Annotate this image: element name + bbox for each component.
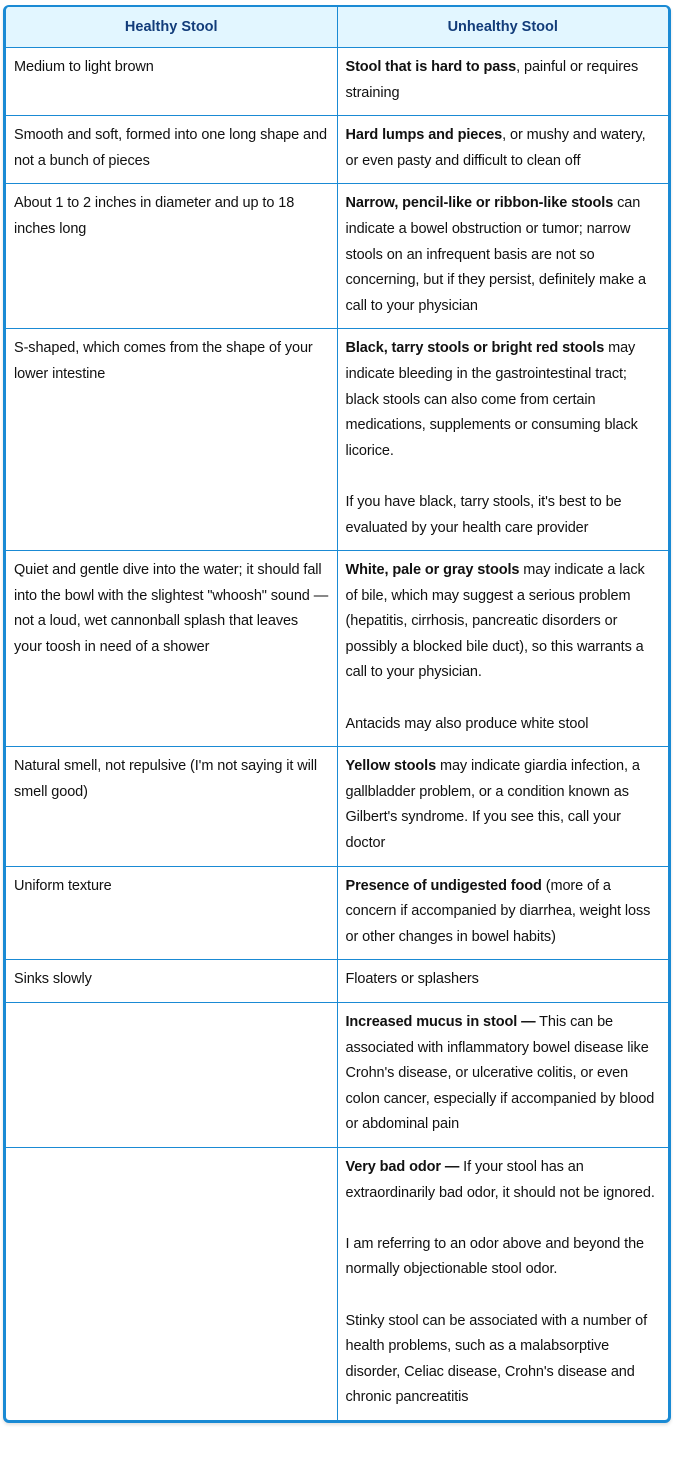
healthy-cell [6,329,337,551]
healthy-cell [6,551,337,747]
table-body [6,48,668,1420]
healthy-cell [6,960,337,1003]
unhealthy-text: I am referring to an odor above and beyond the normally objectionable stool odor. [345,1235,644,1278]
unhealthy-bold-lead: Narrow, pencil-like or ribbon-like stools [345,195,614,212]
healthy-cell [6,747,337,866]
unhealthy-paragraph [346,191,661,319]
unhealthy-paragraph [346,490,661,541]
unhealthy-cell [337,960,668,1003]
unhealthy-text: This can be associated with inflammatory bowel disease like Crohn's disease, or ulcerative colitis, or even colon cancer, especially if accompanied by blood or abdominal pain [345,1014,655,1133]
unhealthy-bold-lead: Presence of undigested food [345,877,542,894]
unhealthy-paragraph [346,712,661,738]
unhealthy-cell [337,116,668,184]
unhealthy-text: may indicate giardia infection, a gallbladder problem, or a condition known as Gilbert's syndrome. If you see this, call your doctor [345,758,640,852]
unhealthy-text: Antacids may also produce white stool [345,715,589,732]
unhealthy-cell [337,747,668,866]
unhealthy-paragraph [346,1010,661,1138]
unhealthy-paragraph [346,754,661,856]
healthy-text: Uniform texture [14,877,112,894]
unhealthy-paragraph [346,967,661,993]
unhealthy-text: Stinky stool can be associated with a number of health problems, such as a malabsorptive disorder, Celiac disease, Crohn's disease and chronic pancreatitis [345,1312,648,1406]
unhealthy-bold-lead: Hard lumps and pieces [345,127,503,144]
healthy-cell-empty [6,1003,337,1148]
unhealthy-text: , painful or requires straining [345,59,639,101]
table-row [6,866,668,960]
unhealthy-text: , or mushy and watery, or even pasty and difficult to clean off [345,127,646,169]
unhealthy-cell [337,329,668,551]
unhealthy-cell [337,866,668,960]
healthy-cell [6,866,337,960]
table-header-row [6,7,668,48]
unhealthy-paragraph [346,1155,661,1206]
unhealthy-bold-lead: Yellow stools [345,758,437,775]
healthy-cell-empty [6,1147,337,1419]
unhealthy-paragraph [346,1309,661,1411]
unhealthy-paragraph [346,55,661,106]
stool-comparison-table [6,7,668,1420]
unhealthy-text: If your stool has an extraordinarily bad odor, it should not be ignored. [345,1158,655,1201]
healthy-cell [6,48,337,116]
unhealthy-paragraph [346,558,661,686]
healthy-text: Smooth and soft, formed into one long shape and not a bunch of pieces [14,127,327,169]
table-row [6,960,668,1003]
healthy-text: Natural smell, not repulsive (I'm not saying it will smell good) [14,758,317,800]
unhealthy-text: Floaters or splashers [345,971,479,988]
unhealthy-text: can indicate a bowel obstruction or tumor; narrow stools on an infrequent basis are not so concerning, but if they persist, definitely make a call to your physician [345,195,646,314]
healthy-text: S-shaped, which comes from the shape of your lower intestine [14,340,313,382]
table-row [6,329,668,551]
unhealthy-text: If you have black, tarry stools, it's best to be evaluated by your health care provider [345,493,622,536]
healthy-text: Quiet and gentle dive into the water; it should fall into the bowl with the slightest "whoosh" sound — not a loud, wet cannonball splash that leaves your toosh in need of a shower [14,562,329,655]
table-row [6,747,668,866]
unhealthy-paragraph [346,336,661,464]
healthy-text: About 1 to 2 inches in diameter and up to 18 inches long [14,195,295,237]
unhealthy-bold-lead: Very bad odor — [345,1158,460,1175]
table-row [6,184,668,329]
unhealthy-text: may indicate a lack of bile, which may suggest a serious problem (hepatitis, cirrhosis, pancreatic disorders or possibly a blocked bile duct), so this warrants a call to your physician. [345,562,645,681]
unhealthy-cell [337,1147,668,1419]
unhealthy-paragraph [346,123,661,174]
unhealthy-bold-lead: Increased mucus in stool — [345,1014,536,1030]
unhealthy-cell [337,48,668,116]
table-row [6,48,668,116]
healthy-text: Sinks slowly [14,971,92,988]
unhealthy-bold-lead: White, pale or gray stools [345,562,520,579]
table-row [6,1147,668,1419]
header-unhealthy-stool: Unhealthy Stool [337,7,668,48]
unhealthy-paragraph [346,874,661,951]
unhealthy-cell [337,184,668,329]
healthy-cell [6,184,337,329]
table-row [6,1003,668,1148]
unhealthy-text: may indicate bleeding in the gastrointestinal tract; black stools can also come from certain medications, supplements or consuming black licorice. [345,340,638,459]
table-row [6,551,668,747]
unhealthy-cell [337,1003,668,1148]
unhealthy-text: (more of a concern if accompanied by diarrhea, weight loss or other changes in bowel habits) [345,877,651,945]
unhealthy-cell [337,551,668,747]
comparison-table-container [3,5,671,1423]
healthy-cell [6,116,337,184]
healthy-text: Medium to light brown [14,59,154,75]
unhealthy-paragraph [346,1232,661,1283]
header-healthy-stool: Healthy Stool [6,7,337,48]
unhealthy-bold-lead: Stool that is hard to pass [345,59,517,75]
unhealthy-bold-lead: Black, tarry stools or bright red stools [345,340,605,357]
table-row [6,116,668,184]
